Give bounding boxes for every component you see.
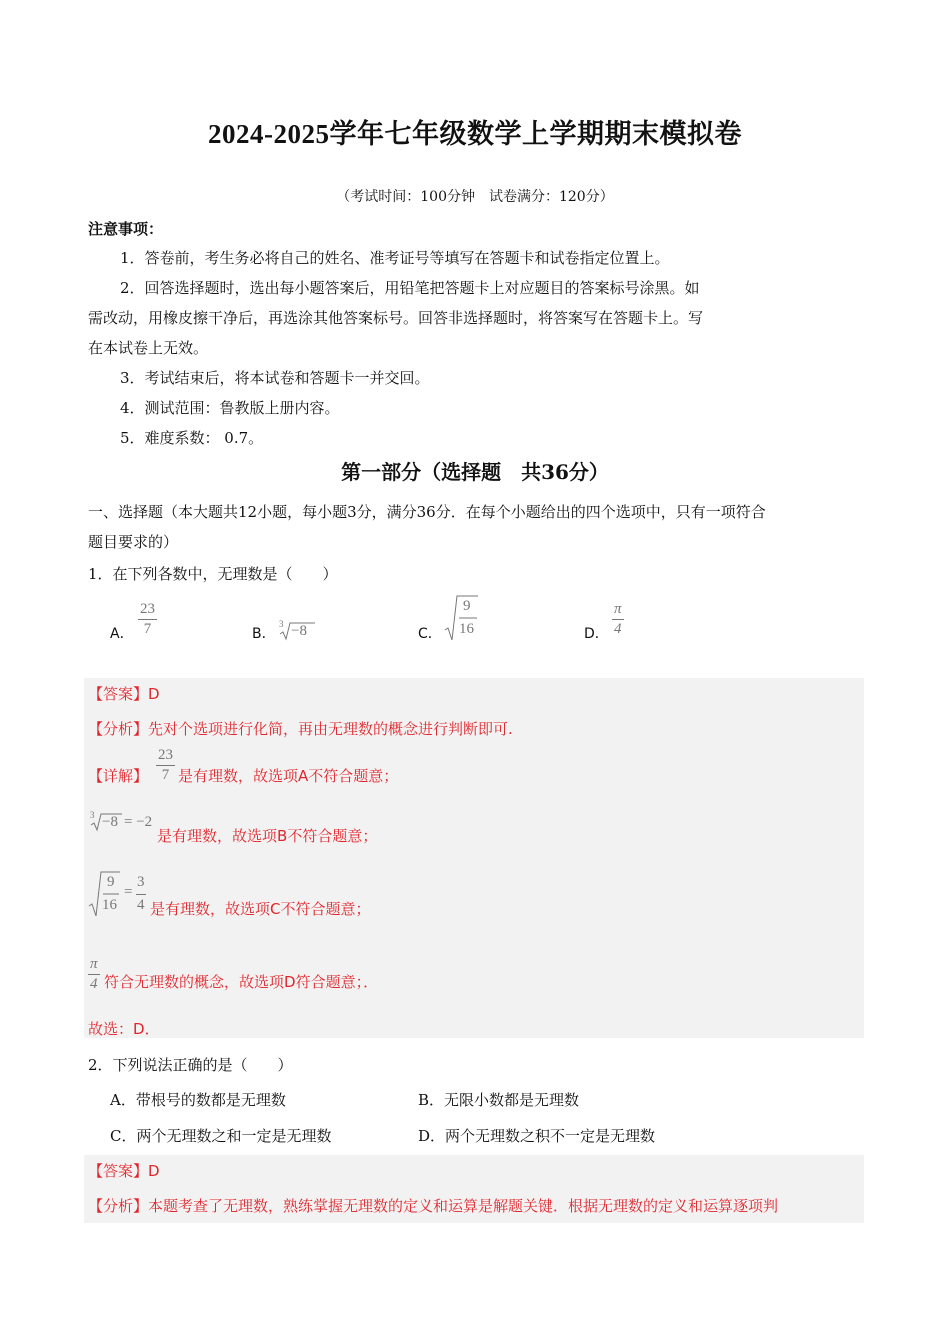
q1-detail4-text — [104, 971, 378, 992]
q2-stem: 2．下列说法正确的是（ ） — [88, 1056, 293, 1074]
notice-item-5: 5．难度系数： 0.7。 — [120, 429, 264, 447]
detail-tag: 【详解】 — [88, 767, 149, 785]
notice-item-4: 4．测试范围：鲁教版上册内容。 — [120, 399, 340, 417]
fraction-numerator: 23 — [140, 601, 155, 617]
detail-text: 是有理数，故选项 — [178, 767, 299, 785]
notice-item-1: 1．答卷前，考生务必将自己的姓名、准考证号等填写在答题卡和试卷指定位置上。 — [120, 249, 670, 267]
q1-option-a-fraction — [138, 602, 157, 637]
detail-option: B — [277, 827, 288, 845]
q1-analysis-line — [88, 718, 513, 739]
radicand: −8 — [102, 814, 118, 830]
analysis-text: 先对个选项进行化简，再由无理数的概念进行判断即可. — [148, 720, 513, 738]
equals-value: = −2 — [124, 814, 153, 830]
notice-item-2-cont: 需改动，用橡皮擦干净后，再选涂其他答案标号。回答非选择题时，将答案写在答题卡上。写 — [88, 309, 704, 327]
detail-text: 符合题意；． — [295, 973, 379, 991]
fraction-denominator: 7 — [161, 767, 170, 783]
q1-answer-line — [88, 683, 160, 704]
q2-analysis-line — [88, 1195, 778, 1216]
fraction-numerator: 9 — [463, 598, 471, 614]
analysis-tag: 【分析】 — [88, 1197, 149, 1215]
q1-option-d-label: D． — [584, 626, 609, 642]
fraction-denominator: 4 — [614, 621, 622, 637]
detail-option: D — [284, 973, 296, 991]
radical-index: 3 — [279, 619, 284, 629]
analysis-text: 本题考查了无理数，熟练掌握无理数的定义和运算是解题关键．根据无理数的定义和运算逐项判 — [148, 1197, 779, 1215]
q1-detail1-fraction — [156, 748, 175, 783]
q1-option-c-sqrt — [444, 594, 480, 642]
detail-text: 不符合题意； — [308, 767, 399, 785]
q2-option-b: B．无限小数都是无理数 — [418, 1091, 580, 1109]
notice-item-2: 2．回答选择题时，选出每小题答案后，用铅笔把答题卡上对应题目的答案标号涂黑。如 — [120, 279, 700, 297]
radicand: −8 — [291, 623, 307, 639]
notice-heading: 注意事项： — [88, 220, 164, 238]
fraction-denominator: 7 — [143, 621, 152, 637]
answer-value: D — [148, 685, 160, 703]
q1-option-a-label: A． — [110, 626, 134, 642]
analysis-tag: 【分析】 — [88, 720, 149, 738]
fraction-numerator: 9 — [107, 874, 115, 890]
q1-option-d-fraction — [612, 602, 624, 637]
q1-option-b-cuberoot — [277, 620, 317, 642]
exam-subtitle: （考试时间：100分钟 试卷满分：120分） — [336, 189, 614, 205]
q1-detail-tag — [88, 765, 148, 786]
section-title: 第一部分（选择题 共36分） — [341, 460, 609, 484]
q1-detail3-sqrt — [88, 870, 150, 918]
q1-detail3-text — [150, 898, 371, 919]
q1-detail4-fraction — [88, 957, 100, 992]
answer-tag: 【答案】 — [88, 685, 149, 703]
q2-answer-line — [88, 1160, 160, 1181]
q2-option-d: D．两个无理数之积不一定是无理数 — [418, 1127, 656, 1145]
answer-tag: 【答案】 — [88, 1162, 149, 1180]
fraction-numerator: π — [614, 601, 622, 617]
result-numerator: 3 — [137, 874, 145, 890]
q1-option-b-label: B． — [252, 626, 276, 642]
detail-text: 符合无理数的概念，故选项 — [104, 973, 285, 991]
conclusion-text: ． — [144, 1020, 160, 1038]
fraction-denominator: 16 — [102, 897, 117, 913]
detail-text: 不符合题意； — [280, 900, 371, 918]
detail-text: 不符合题意； — [287, 827, 378, 845]
radical-index: 3 — [90, 810, 95, 820]
q1-stem: 1．在下列各数中，无理数是（ ） — [88, 565, 338, 583]
q1-detail1-text — [178, 765, 398, 786]
notice-item-2-end: 在本试卷上无效。 — [88, 339, 209, 357]
section-desc-line-1: 一、选择题（本大题共12小题，每小题3分，满分36分．在每个小题给出的四个选项中，只有一项符合 — [88, 503, 766, 521]
conclusion-text: 故选： — [88, 1020, 134, 1038]
detail-option: C — [270, 900, 281, 918]
q1-detail2-cuberoot — [88, 811, 158, 833]
notice-item-3: 3．考试结束后，将本试卷和答题卡一并交回。 — [120, 369, 430, 387]
q2-option-c: C．两个无理数之和一定是无理数 — [110, 1127, 332, 1145]
q2-option-a: A．带根号的数都是无理数 — [110, 1091, 286, 1109]
detail-text: 是有理数，故选项 — [157, 827, 278, 845]
fraction-denominator: 16 — [459, 621, 474, 637]
conclusion-option: D — [133, 1020, 145, 1038]
q1-option-c-label: C． — [418, 626, 442, 642]
answer-value: D — [148, 1162, 160, 1180]
equals-sign: = — [124, 884, 133, 900]
fraction-denominator: 4 — [90, 976, 98, 992]
fraction-numerator: 23 — [158, 747, 173, 763]
fraction-numerator: π — [90, 956, 98, 972]
q1-conclusion — [88, 1018, 160, 1039]
exam-title: 2024-2025学年七年级数学上学期期末模拟卷 — [208, 119, 742, 149]
q1-detail2-text — [157, 825, 377, 846]
detail-text: 是有理数，故选项 — [150, 900, 271, 918]
detail-option: A — [298, 767, 309, 785]
result-denominator: 4 — [137, 897, 145, 913]
section-desc-line-2: 题目要求的） — [88, 533, 179, 551]
